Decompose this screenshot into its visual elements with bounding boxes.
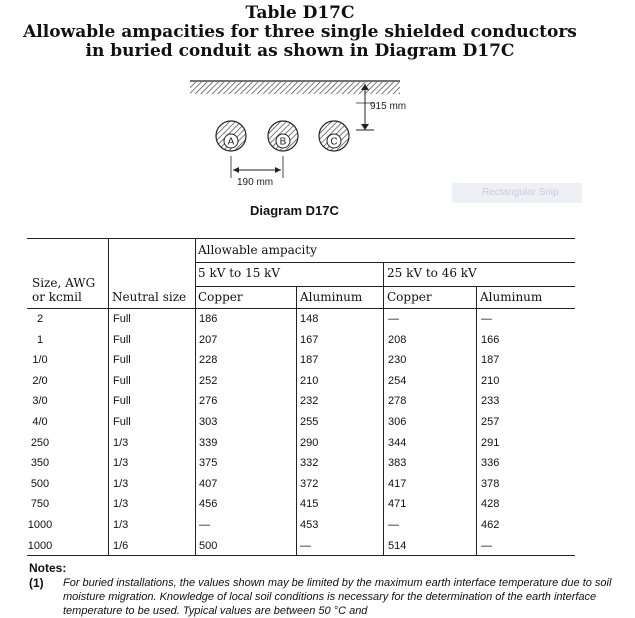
cell-size: 1000 [27, 540, 53, 552]
cell-aluminum-5-15: 290 [300, 437, 319, 449]
cell-aluminum-5-15: 372 [300, 478, 319, 490]
snip-overlay-label: Rectangular Snip [452, 183, 582, 203]
cell-size: 2 [36, 313, 44, 325]
cell-neutral: 1/3 [113, 498, 129, 510]
cell-aluminum-5-15: 187 [300, 354, 319, 366]
cell-aluminum-5-15: — [300, 540, 311, 552]
group-header-rule [196, 262, 575, 263]
col-header-size-1: Size, AWG [32, 276, 96, 290]
cell-copper-5-15: 456 [199, 498, 218, 510]
cell-size: 2/0 [32, 375, 48, 387]
conductor-b [268, 121, 298, 151]
cell-copper-5-15: 303 [199, 416, 218, 428]
table-bottom-rule [27, 555, 575, 556]
col-divider-cu1 [296, 287, 297, 556]
cell-neutral: 1/3 [113, 457, 129, 469]
depth-label: 915 mm [370, 101, 407, 112]
cell-neutral: 1/6 [113, 540, 129, 552]
cell-copper-25-46: 471 [388, 498, 407, 510]
table-subtitle-line-1: Allowable ampacities for three single shielded conductors [23, 22, 577, 42]
cell-copper-25-46: 278 [388, 395, 407, 407]
table-title: Table D17C [245, 3, 355, 23]
cell-size: 500 [30, 478, 50, 490]
cell-copper-25-46: 417 [388, 478, 407, 490]
conductor-label-a: A [227, 136, 235, 148]
cell-copper-25-46: 208 [388, 334, 407, 346]
range-header-high: 25 kV to 46 kV [387, 266, 477, 280]
cell-aluminum-5-15: 255 [300, 416, 319, 428]
cell-copper-5-15: — [199, 519, 210, 531]
cell-aluminum-5-15: 148 [300, 313, 319, 325]
col-divider-neutral [195, 238, 196, 556]
cell-copper-25-46: 306 [388, 416, 407, 428]
cell-aluminum-25-46: 462 [481, 519, 500, 531]
col-divider-cu2 [476, 287, 477, 556]
conductor-a [216, 121, 246, 151]
cell-aluminum-5-15: 210 [300, 375, 319, 387]
cell-copper-5-15: 186 [199, 313, 218, 325]
cell-aluminum-25-46: 428 [481, 498, 500, 510]
cell-neutral: Full [113, 354, 131, 366]
col-header-neutral: Neutral size [112, 290, 187, 304]
cell-copper-5-15: 228 [199, 354, 218, 366]
col-header-copper-2: Copper [387, 290, 432, 304]
group-header: Allowable ampacity [198, 243, 317, 257]
cell-size: 750 [30, 498, 50, 510]
cell-size: 1/0 [32, 354, 48, 366]
table-subtitle-line-2: in buried conduit as shown in Diagram D17C [85, 41, 515, 61]
cell-size: 3/0 [32, 395, 48, 407]
cell-neutral: 1/3 [113, 478, 129, 490]
cell-size: 1 [36, 334, 44, 346]
col-header-copper-1: Copper [198, 290, 243, 304]
cell-copper-5-15: 339 [199, 437, 218, 449]
cell-copper-25-46: — [388, 519, 399, 531]
ground-surface [190, 81, 400, 94]
col-divider-size [108, 238, 109, 556]
cell-aluminum-25-46: 166 [481, 334, 500, 346]
cell-neutral: 1/3 [113, 437, 129, 449]
cell-neutral: 1/3 [113, 519, 129, 531]
col-header-size-2: or kcmil [32, 290, 82, 304]
conductor-label-b: B [279, 136, 287, 148]
cell-aluminum-25-46: 291 [481, 437, 500, 449]
cell-size: 250 [30, 437, 50, 449]
cell-copper-25-46: 514 [388, 540, 407, 552]
cell-aluminum-5-15: 453 [300, 519, 319, 531]
spacing-label: 190 mm [237, 177, 274, 188]
cell-copper-25-46: 230 [388, 354, 407, 366]
cell-aluminum-25-46: 233 [481, 395, 500, 407]
cell-neutral: Full [113, 375, 131, 387]
cell-aluminum-5-15: 332 [300, 457, 319, 469]
spacing-dimension [231, 156, 283, 178]
cell-copper-5-15: 500 [199, 540, 218, 552]
cell-aluminum-25-46: 336 [481, 457, 500, 469]
cell-aluminum-25-46: 257 [481, 416, 500, 428]
cell-aluminum-25-46: 378 [481, 478, 500, 490]
cell-size: 4/0 [32, 416, 48, 428]
conductor-label-c: C [330, 136, 338, 148]
cell-aluminum-25-46: 210 [481, 375, 500, 387]
diagram-caption: Diagram D17C [250, 203, 339, 218]
header-bottom-rule [27, 308, 575, 309]
cell-copper-5-15: 252 [199, 375, 218, 387]
cell-size: 1000 [27, 519, 53, 531]
cell-copper-25-46: 344 [388, 437, 407, 449]
cell-copper-25-46: 254 [388, 375, 407, 387]
range-header-rule [196, 286, 575, 287]
cell-aluminum-5-15: 415 [300, 498, 319, 510]
cell-aluminum-25-46: — [481, 313, 492, 325]
cell-copper-5-15: 375 [199, 457, 218, 469]
cell-aluminum-5-15: 167 [300, 334, 319, 346]
notes-title: Notes: [29, 561, 67, 575]
cell-copper-25-46: 383 [388, 457, 407, 469]
cell-aluminum-25-46: — [481, 540, 492, 552]
note-1-number: (1) [29, 576, 44, 590]
cell-size: 350 [30, 457, 50, 469]
conductor-c [319, 121, 349, 151]
range-header-low: 5 kV to 15 kV [198, 266, 281, 280]
cell-neutral: Full [113, 334, 131, 346]
cell-neutral: Full [113, 416, 131, 428]
note-1-text: For buried installations, the values shown may be limited by the maximum earth interface temperature due to soil moisture migration. Knowledge of local soil conditions is necessary for the determination of the earth interface temperature to be used. Typical values are between 50 °C and [63, 577, 612, 617]
cell-aluminum-5-15: 232 [300, 395, 319, 407]
cell-copper-5-15: 207 [199, 334, 218, 346]
cell-copper-5-15: 276 [199, 395, 218, 407]
cell-copper-5-15: 407 [199, 478, 218, 490]
table-top-rule [27, 238, 575, 239]
col-divider-range [383, 263, 384, 556]
col-header-aluminum-1: Aluminum [300, 290, 363, 304]
col-header-aluminum-2: Aluminum [480, 290, 543, 304]
cell-neutral: Full [113, 313, 131, 325]
cell-copper-25-46: — [388, 313, 399, 325]
cell-neutral: Full [113, 395, 131, 407]
cell-aluminum-25-46: 187 [481, 354, 500, 366]
